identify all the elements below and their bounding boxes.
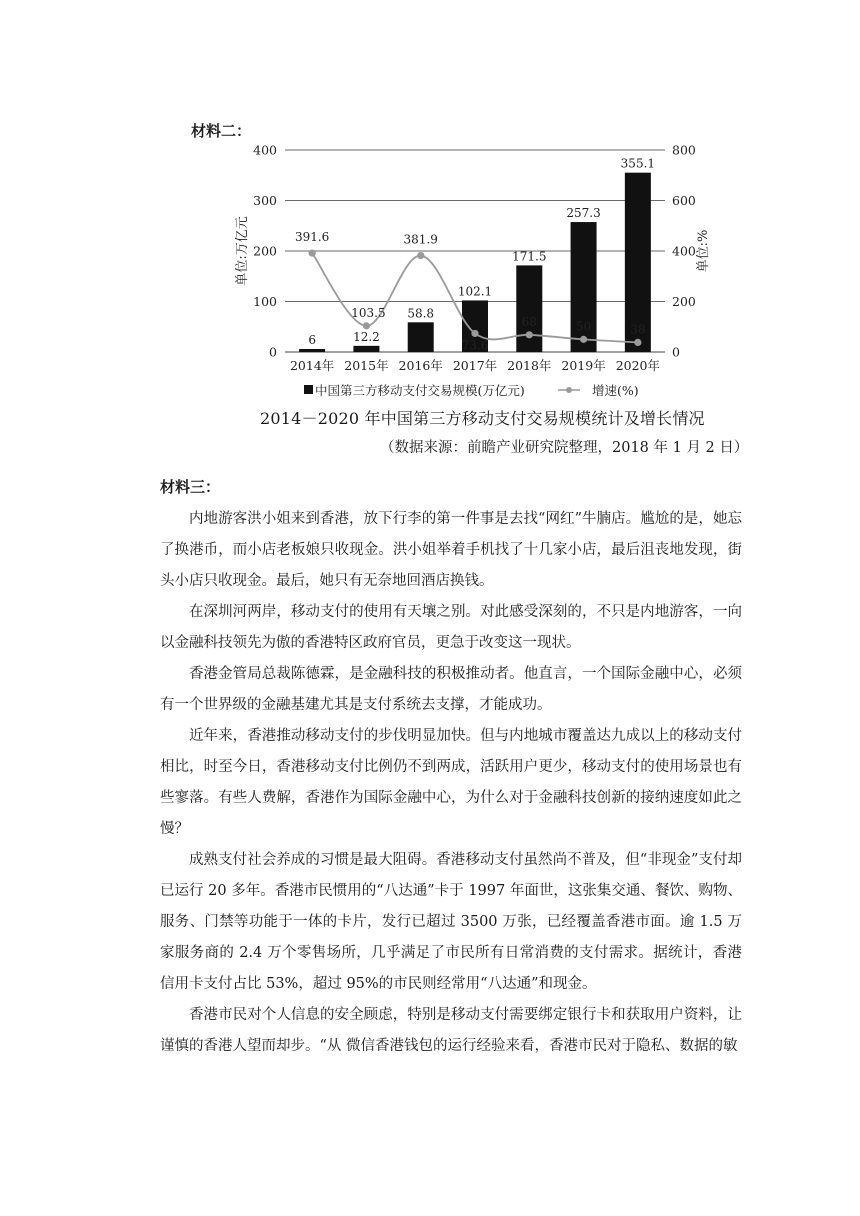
chart-caption: 2014－2020 年中国第三方移动支付交易规模统计及增长情况 — [260, 409, 705, 428]
growth-rate-point — [309, 250, 316, 257]
paragraph: 在深圳河两岸，移动支付的使用有天壤之别。对此感受深刻的，不只是内地游客，一向以金融科技领先为傲的香港特区政府官员，更急于改变这一现状。 — [160, 604, 742, 651]
bar-value-label: 58.8 — [407, 306, 435, 321]
paragraph: 成熟支付社会养成的习惯是最大阻碍。香港移动支付虽然尚不普及，但“非现金”支付却已运行 20 多年。香港市民惯用的“八达通”卡于 1997 年面世，这张集交通、餐饮、购物、服务、门禁等功能于一体的卡片，发行已超过 3500 万张，已经覆盖香港市面。逾 1.5 万家服务商的 2.4 万个零售场所，几乎满足了市民所有日常消费的支付需求。据统计，香港信用卡支付占比 53%，超过 95%的市民则经常用“八达通”和现金。 — [160, 852, 742, 992]
growth-rate-point — [471, 330, 478, 337]
chart-source: （数据来源：前瞻产业研究院整理，2018 年 1 月 2 日） — [380, 440, 749, 456]
left-tick-label: 0 — [269, 344, 277, 360]
legend-line-label: 增速(%) — [592, 383, 639, 398]
growth-rate-label: 381.9 — [403, 232, 438, 247]
paragraph: 近年来，香港推动移动支付的步伐明显加快。但与内地城市覆盖达九成以上的移动支付相比，时至今日，香港移动支付比例仍不到两成，活跃用户更少，移动支付的使用场景也有些寥落。有些人费解，香港作为国际金融中心，为什么对于金融科技创新的接纳速度如此之慢？ — [160, 728, 742, 837]
bar-value-label: 257.3 — [566, 206, 601, 221]
bar — [516, 265, 542, 352]
material-two-label: 材料二： — [191, 122, 252, 140]
right-tick-label: 400 — [672, 243, 696, 259]
bar-value-label: 6 — [308, 332, 316, 347]
left-tick-label: 100 — [253, 294, 277, 309]
growth-rate-point — [363, 322, 370, 329]
right-axis-title: 单位:% — [696, 229, 711, 273]
legend-line-marker — [566, 387, 572, 393]
paragraph: 香港市民对个人信息的安全顾虑，特别是移动支付需要绑定银行卡和获取用户资料，让谨慎的香港人望而却步。“从 微信香港钱包的运行经验来看，香港市民对于隐私、数据的敏 — [160, 1007, 742, 1054]
bar — [408, 322, 434, 352]
bar-value-label: 171.5 — [512, 249, 547, 264]
left-tick-label: 300 — [253, 193, 277, 208]
growth-rate-point — [526, 331, 533, 338]
category-label: 2016年 — [398, 358, 443, 373]
right-tick-label: 600 — [672, 193, 696, 208]
category-label: 2014年 — [289, 358, 335, 373]
bar — [299, 349, 325, 352]
left-axis-title: 单位:万亿元 — [235, 216, 250, 286]
right-tick-label: 0 — [672, 344, 680, 360]
bar-value-label: 12.2 — [353, 329, 380, 344]
bar-value-label: 102.1 — [457, 284, 493, 299]
growth-rate-label: 73.6 — [461, 338, 489, 353]
bar-value-label: 355.1 — [620, 156, 656, 171]
growth-rate-label: 38 — [630, 322, 646, 337]
right-tick-label: 200 — [672, 294, 696, 309]
left-tick-label: 400 — [253, 142, 277, 158]
left-tick-label: 200 — [253, 243, 277, 259]
category-label: 2017年 — [452, 358, 498, 373]
category-label: 2015年 — [344, 358, 389, 373]
growth-rate-label: 103.5 — [351, 305, 386, 320]
category-label: 2019年 — [561, 358, 606, 373]
paragraph: 内地游客洪小姐来到香港，放下行李的第一件事是去找“网红”牛腩店。尴尬的是，她忘了换港币，而小店老板娘只收现金。洪小姐举着手机找了十几家小店，最后沮丧地发现，街头小店只收现金。最后，她只有无奈地回酒店换钱。 — [160, 511, 742, 589]
article-body — [160, 504, 742, 1062]
payment-chart — [0, 0, 860, 410]
category-label: 2018年 — [507, 358, 552, 373]
legend-bar-label: 中国第三方移动支付交易规模(万亿元) — [315, 383, 525, 398]
growth-rate-point — [580, 336, 587, 343]
paragraph: 香港金管局总裁陈德霖，是金融科技的积极推动者。他直言，一个国际金融中心，必须有一个世界级的金融基建尤其是支付系统去支撑，才能成功。 — [160, 666, 742, 713]
growth-rate-label: 50 — [575, 319, 592, 334]
legend-bar-swatch — [304, 385, 313, 394]
growth-rate-label: 391.6 — [294, 230, 330, 245]
right-tick-label: 800 — [672, 142, 696, 158]
material-three-label: 材料三： — [160, 478, 221, 496]
growth-rate-point — [417, 252, 424, 259]
growth-rate-label: 68 — [521, 314, 537, 329]
growth-rate-point — [634, 339, 641, 346]
category-label: 2020年 — [615, 358, 661, 373]
bar — [353, 346, 379, 352]
